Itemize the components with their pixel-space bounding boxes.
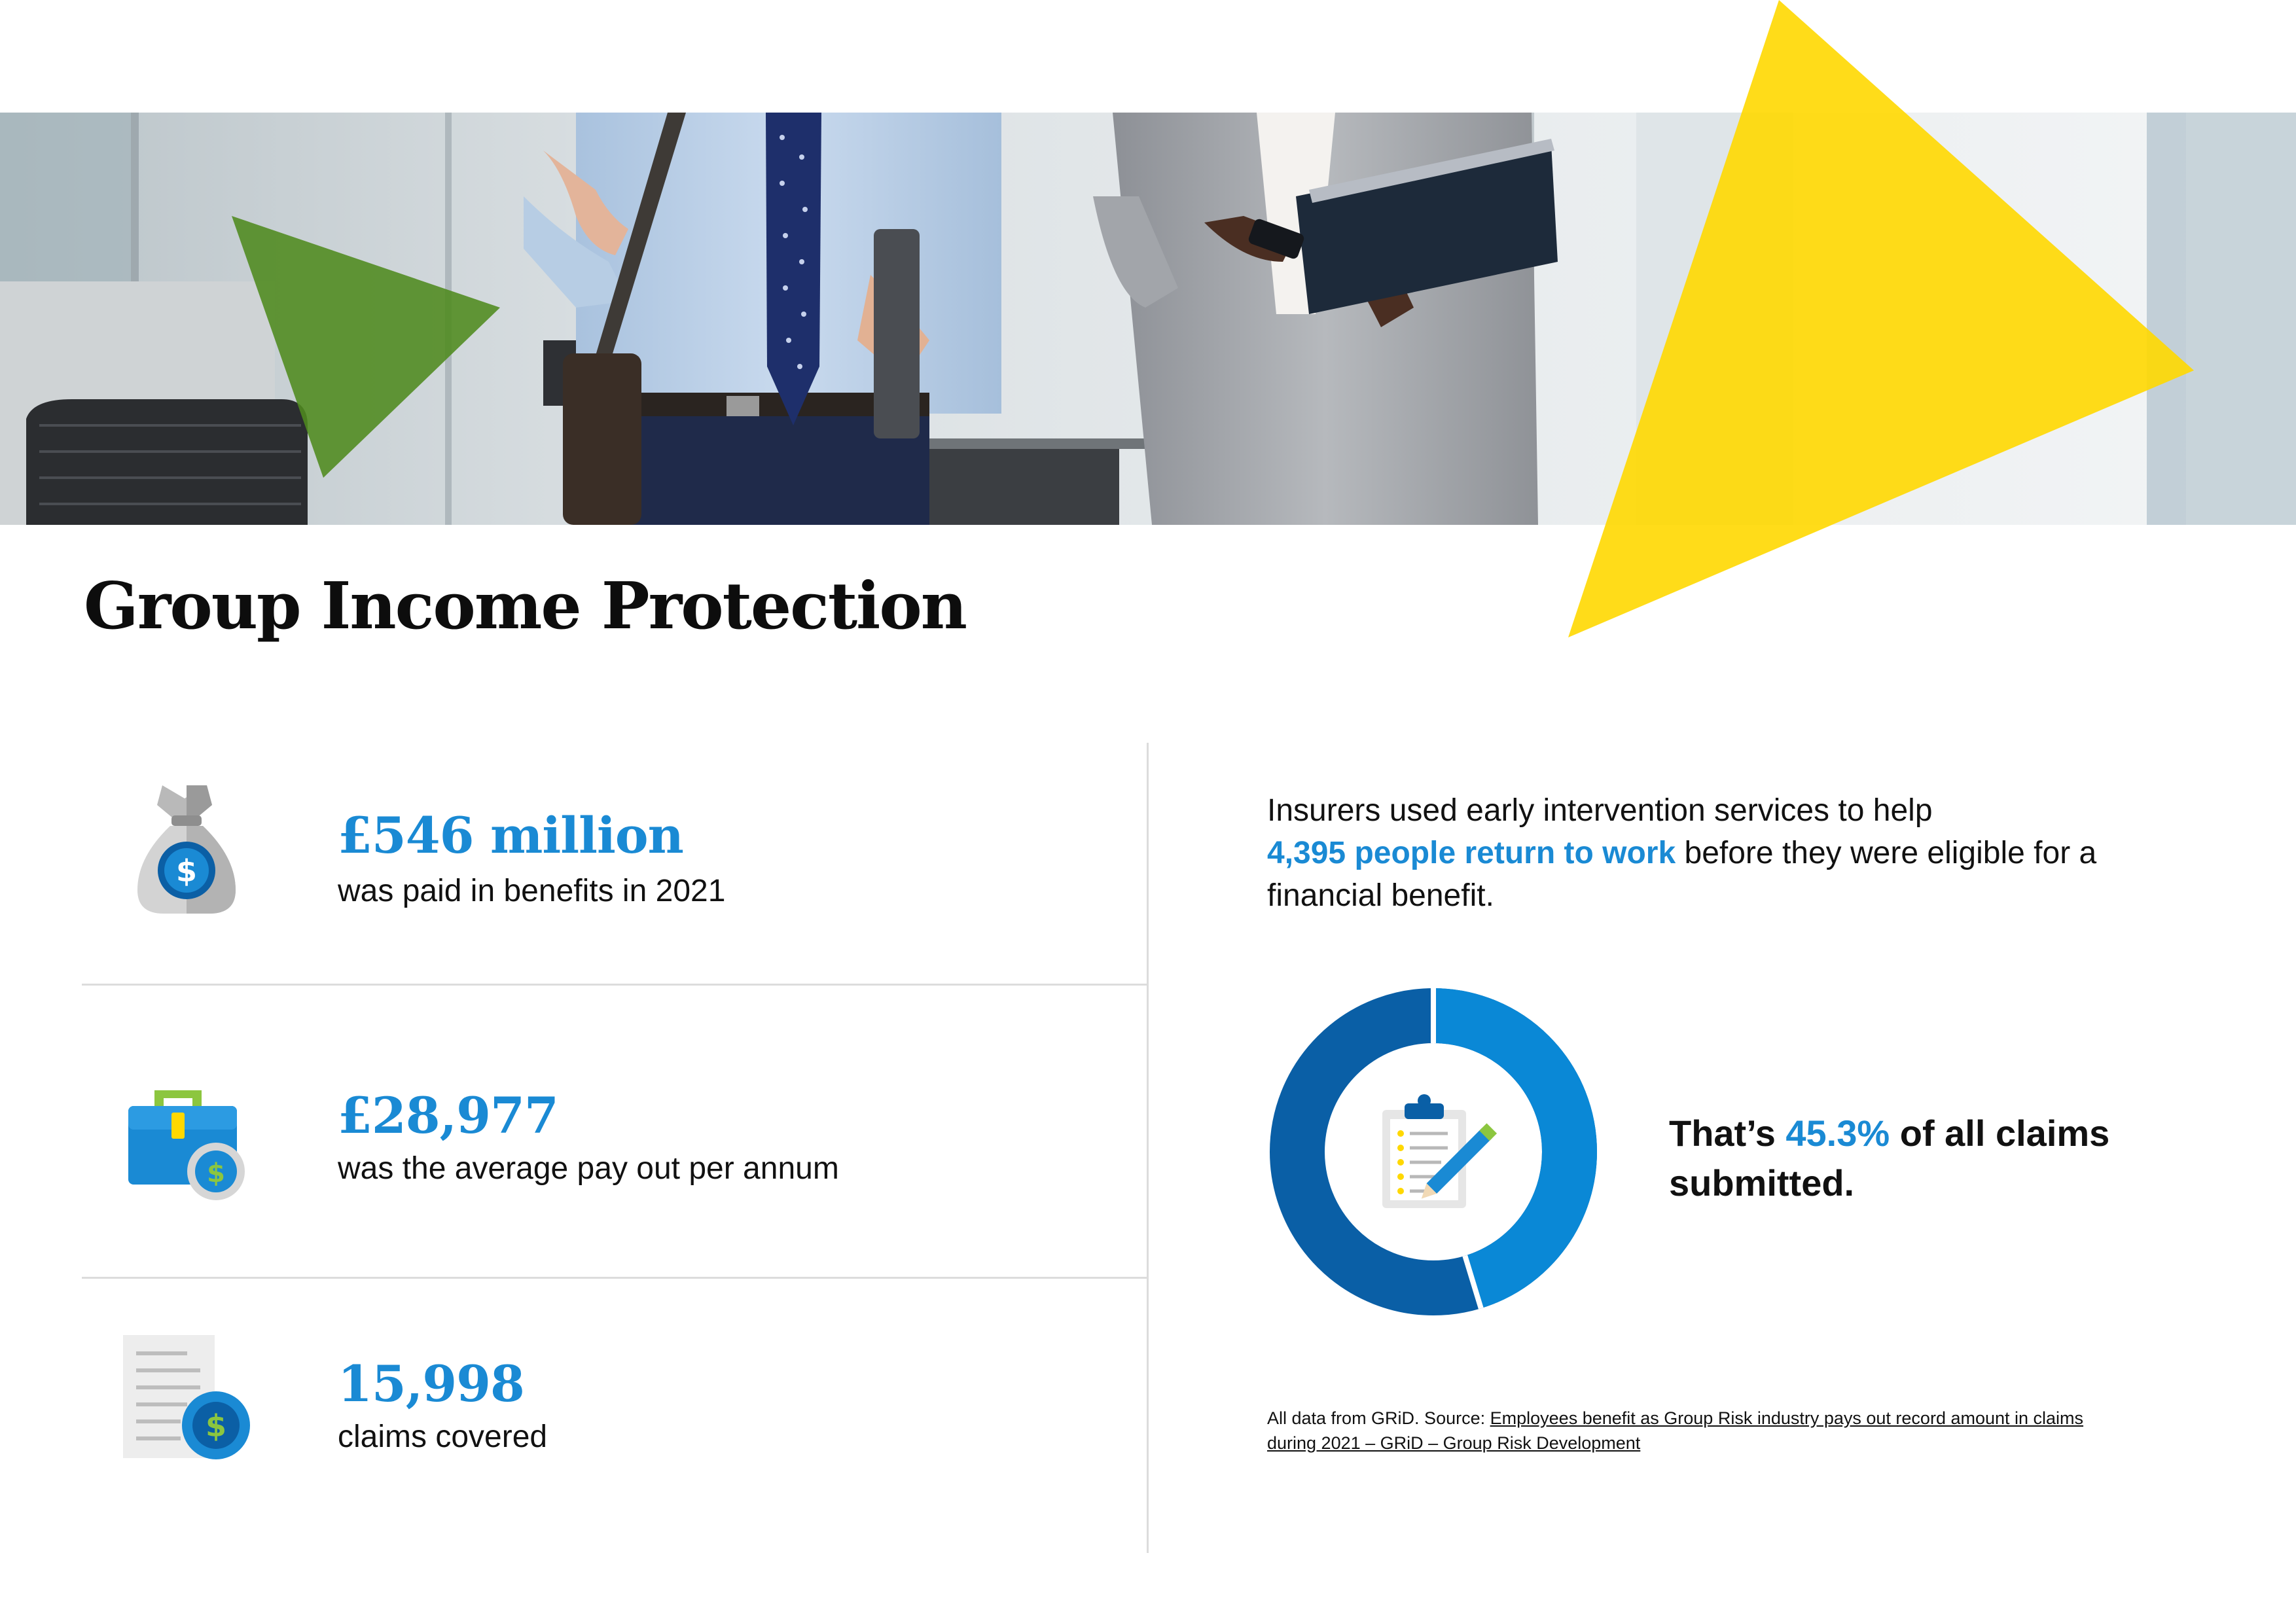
stat-label: was paid in benefits in 2021 (338, 874, 726, 908)
caption-highlight: 45.3% (1785, 1113, 1890, 1154)
stat-divider (82, 1277, 1147, 1279)
briefcase-dollar-icon (124, 1086, 249, 1204)
source-link[interactable]: Employees benefit as Group Risk industry pays out record amount in claims during 2021 – GRiD – Group Risk Development (1267, 1408, 2084, 1453)
stat-value: 15,998 (338, 1355, 524, 1413)
stat-divider (82, 984, 1147, 986)
caption-before: That’s (1669, 1113, 1786, 1154)
clipboard-pencil-icon (1382, 1094, 1497, 1208)
money-bag-icon (131, 779, 242, 916)
stat-label: was the average pay out per annum (338, 1151, 839, 1186)
page-title: Group Income Protection (84, 569, 966, 644)
stat-value: £28,977 (338, 1086, 558, 1145)
svg-text:$: $ (205, 1408, 227, 1444)
stat-value: £546 million (338, 806, 683, 865)
intro-text-before: Insurers used early intervention services to help (1267, 793, 1933, 828)
svg-text:$: $ (207, 1158, 225, 1188)
intro-highlight: 4,395 people return to work (1267, 836, 1676, 870)
early-intervention-text (1267, 789, 2131, 917)
document-dollar-icon (122, 1334, 253, 1465)
intro-text-after: before they were eligible for a financial benefit. (1267, 836, 2097, 913)
stat-label: claims covered (338, 1419, 548, 1454)
column-divider (1147, 743, 1149, 1553)
source-prefix: All data from GRiD. Source: (1267, 1408, 1490, 1428)
caption-after: of all claims submitted. (1669, 1113, 2110, 1204)
donut-caption (1669, 1109, 2127, 1208)
donut-chart (1270, 988, 1597, 1315)
source-note (1267, 1406, 2118, 1455)
svg-text:$: $ (175, 853, 198, 889)
hero-photo (0, 0, 2296, 654)
